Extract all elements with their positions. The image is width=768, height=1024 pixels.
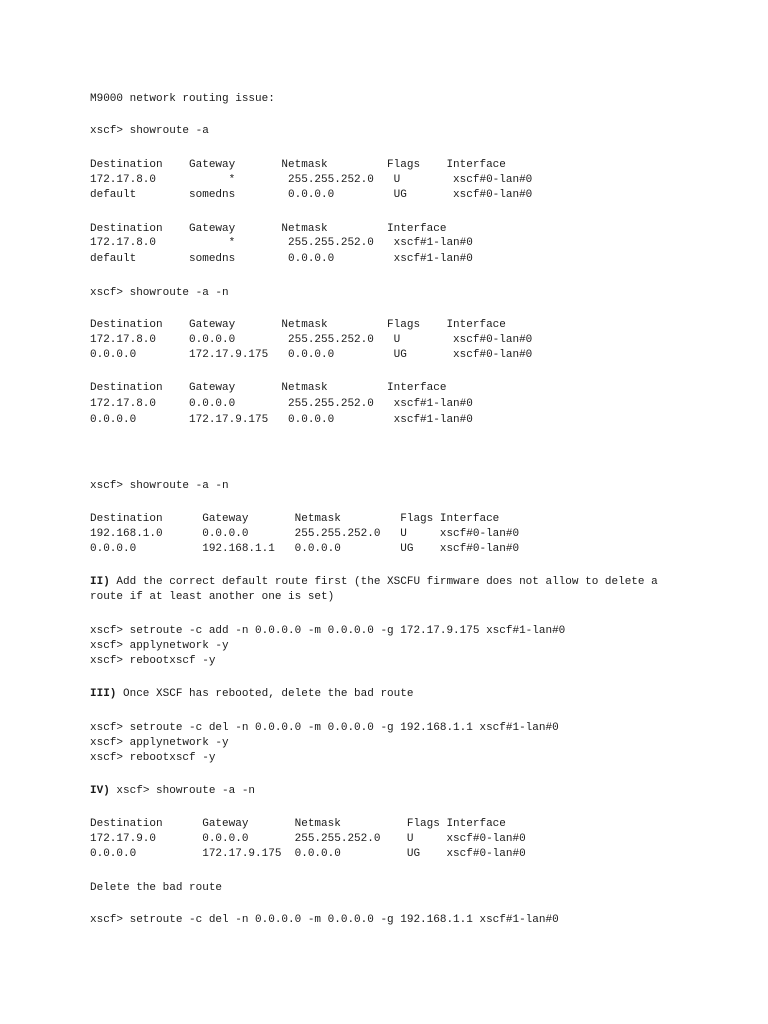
table-header: Destination Gateway Netmask Flags Interface xyxy=(90,818,506,830)
step-2-paragraph xyxy=(90,575,658,589)
command-line: xscf> setroute -c del -n 0.0.0.0 -m 0.0.0.0 -g 192.168.1.1 xscf#1-lan#0 xyxy=(90,914,559,926)
table-header: Destination Gateway Netmask Interface xyxy=(90,223,447,235)
command-line: xscf> showroute -a -n xyxy=(90,287,229,299)
command-line: xscf> rebootxscf -y xyxy=(90,752,216,764)
table-row: 172.17.9.0 0.0.0.0 255.255.252.0 U xscf#0-lan#0 xyxy=(90,833,526,845)
command-line: xscf> rebootxscf -y xyxy=(90,655,216,667)
table-header: Destination Gateway Netmask Flags Interface xyxy=(90,319,506,331)
table-row: 0.0.0.0 172.17.9.175 0.0.0.0 UG xscf#0-lan#0 xyxy=(90,349,533,361)
step-4-paragraph xyxy=(90,784,255,798)
table-row: 0.0.0.0 172.17.9.175 0.0.0.0 UG xscf#0-lan#0 xyxy=(90,848,526,860)
command-line: xscf> setroute -c del -n 0.0.0.0 -m 0.0.0.0 -g 192.168.1.1 xscf#1-lan#0 xyxy=(90,722,559,734)
command-line: xscf> showroute -a xyxy=(90,125,209,137)
section-label: Delete the bad route xyxy=(90,882,223,894)
table-row: 192.168.1.0 0.0.0.0 255.255.252.0 U xscf#0-lan#0 xyxy=(90,528,520,540)
table-row: 172.17.8.0 0.0.0.0 255.255.252.0 U xscf#0-lan#0 xyxy=(90,334,533,346)
step-2-label: II) xyxy=(90,576,110,588)
step-2-text-continued: route if at least another one is set) xyxy=(90,591,335,603)
command-line: xscf> showroute -a -n xyxy=(90,480,229,492)
table-header: Destination Gateway Netmask Flags Interface xyxy=(90,159,506,171)
table-header: Destination Gateway Netmask Flags Interface xyxy=(90,513,500,525)
command-line: xscf> applynetwork -y xyxy=(90,737,229,749)
command-line: xscf> applynetwork -y xyxy=(90,640,229,652)
step-4-text: xscf> showroute -a -n xyxy=(109,785,256,797)
table-row: 172.17.8.0 * 255.255.252.0 U xscf#0-lan#0 xyxy=(90,174,533,186)
table-row: 172.17.8.0 * 255.255.252.0 xscf#1-lan#0 xyxy=(90,237,473,249)
step-3-paragraph xyxy=(90,687,413,701)
table-row: default somedns 0.0.0.0 UG xscf#0-lan#0 xyxy=(90,189,533,201)
step-2-text: Add the correct default route first (the XSCFU firmware does not allow to delete a xyxy=(109,576,658,588)
command-line: xscf> setroute -c add -n 0.0.0.0 -m 0.0.0.0 -g 172.17.9.175 xscf#1-lan#0 xyxy=(90,625,566,637)
step-4-label: IV) xyxy=(90,785,110,797)
table-row: 0.0.0.0 172.17.9.175 0.0.0.0 xscf#1-lan#0 xyxy=(90,414,473,426)
table-row: default somedns 0.0.0.0 xscf#1-lan#0 xyxy=(90,253,473,265)
table-header: Destination Gateway Netmask Interface xyxy=(90,382,447,394)
table-row: 0.0.0.0 192.168.1.1 0.0.0.0 UG xscf#0-lan#0 xyxy=(90,543,520,555)
table-row: 172.17.8.0 0.0.0.0 255.255.252.0 xscf#1-lan#0 xyxy=(90,398,473,410)
step-3-label: III) xyxy=(90,688,117,700)
page-title: M9000 network routing issue: xyxy=(90,93,275,105)
step-3-text: Once XSCF has rebooted, delete the bad route xyxy=(116,688,414,700)
